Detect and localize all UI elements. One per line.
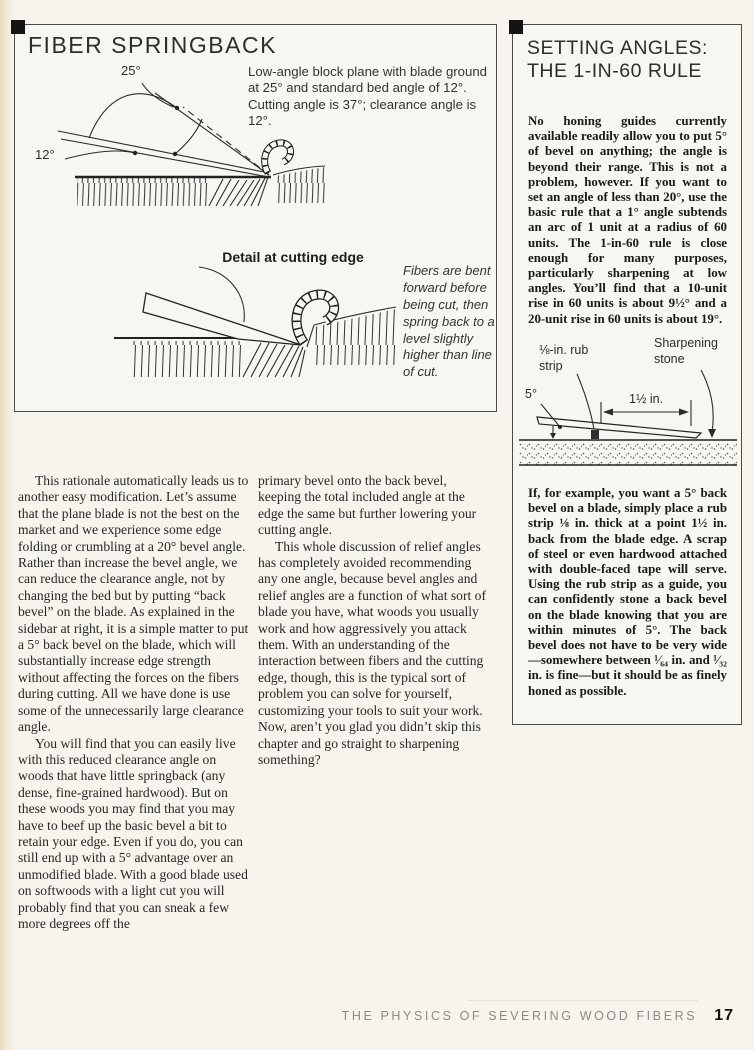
- rub-strip: [591, 430, 599, 439]
- bent-fiber-lines: [209, 177, 268, 206]
- bent-fiber-lines: [243, 343, 305, 377]
- fiber-springback-figure-box: [14, 24, 497, 412]
- page-gutter-shadow: [0, 0, 14, 1050]
- stone-label: Sharpening stone: [654, 336, 718, 366]
- distance-label: 1½ in.: [629, 392, 664, 406]
- page-footer: [342, 1007, 734, 1025]
- page-number: 17: [714, 1007, 734, 1024]
- sharpening-stone: [519, 440, 737, 465]
- footer-rule: [468, 1000, 698, 1001]
- body-paragraph: This whole discussion of relief angles has completely avoided recommending any one angle, because bevel angles and relief angles are a function of what sort of blade you have, what woods you usually work and how aggressively you attack them. With an understanding of the interaction between fibers and the cutting edge, though, this is the typical sort of problem you can solve for yourself, customizing your tools to suit your work. Now, aren’t you glad you didn’t skip this chapter and go straight to sharpening something?: [258, 538, 486, 767]
- cutting-edge-detail-diagram: [111, 265, 403, 387]
- wood-hatch-left: [77, 178, 209, 207]
- rub-strip-label: ⅛-in. rub strip: [539, 343, 589, 373]
- sidebar-title-line1: SETTING ANGLES:: [527, 37, 708, 59]
- detail-title: Detail at cutting edge: [222, 249, 364, 265]
- corner-square-ornament: [11, 20, 25, 34]
- sidebar-paragraph-2: If, for example, you want a 5° back bevel on a blade, simply place a rub strip ⅛ in. thick at a point 1½ in. back from the blade edge. A scrap of steel or even hardwood attached with double-faced tape will serve. Using the rub strip as a guide, you can confidently stone a back bevel on the blade knowing that you are within minutes of 5°. The back bevel does not have to be very wide—somewhere between ¹⁄₆₄ in. and ¹⁄₃₂ in. is fine—but it should be as finely honed as possible.: [528, 486, 727, 698]
- figure-caption: Low-angle block plane with blade ground at 25° and standard bed angle of 12°. Cutting angle is 37°; clearance angle is 12°.: [248, 64, 488, 129]
- body-column-right: [258, 473, 489, 768]
- sidebar-title-line2: THE 1-IN-60 RULE: [527, 60, 702, 83]
- angle-arcs: [65, 83, 202, 159]
- sidebar-paragraph-1: No honing guides currently available readily allow you to put 5° of bevel on anything; the angle is beyond their range. This is not a problem, however. If you want to set an angle of less than 20°, use the basic rule that a 1° angle subtends an arc of 1 unit at a radius of 60 units. The 1-in-60 rule is close enough for many purposes, particularly sharpening at low angles. You’ll find that a 10-unit rise in 60 units is about 9½° and a 20-unit rise in 60 units is about 19°.: [528, 114, 727, 326]
- corner-square-ornament: [509, 20, 523, 34]
- wood-hatch-left: [129, 341, 241, 377]
- grind-angle-label: 25°: [121, 63, 141, 78]
- setting-angles-sidebar: [512, 24, 742, 725]
- bed-angle-label: 12°: [35, 147, 55, 162]
- five-degree-label: 5°: [525, 387, 537, 401]
- running-title: THE PHYSICS OF SEVERING WOOD FIBERS: [341, 1009, 698, 1023]
- body-paragraph: primary bevel onto the back bevel, keeping the total included angle at the edge the same but further lowering your cutting angle.: [258, 473, 477, 538]
- body-column-left: [18, 473, 252, 932]
- body-paragraph: This rationale automatically leads us to another easy modification. Let’s assume that the plane blade is not the best on the market and we experience some edge folding or crumbling at a 20° bevel angle. Rather than increase the bevel angle, we can reduce the clearance angle, not by changing the bed but by putting “back bevel” on the blade. As explained in the sidebar at right, it is a simple matter to put a 5° back bevel on the blade, which will substantially increase edge strength without affecting the forces on the fibers during cutting. All we have done is use some of the unnecessarily large clearance angle.: [18, 473, 249, 735]
- figure-title: FIBER SPRINGBACK: [28, 32, 277, 58]
- detail-caption: Fibers are bent forward before being cut, then spring back to a level slightly higher than line of cut.: [403, 263, 495, 380]
- sidebar-title: [527, 37, 708, 84]
- fiber-curl: [265, 143, 291, 173]
- body-paragraph: You will find that you can easily live with this reduced clearance angle on woods that have little springback (any dense, fine-grained hardwood). But on these woods you may find that you may have to beef up the basic bevel a bit to retain your edge. Even if you do, you can still end up with a 5° advantage over an unmodified blade. With a good blade used on softwoods with a light cut you will probably find that you can sneak a few more degrees off the: [18, 735, 248, 931]
